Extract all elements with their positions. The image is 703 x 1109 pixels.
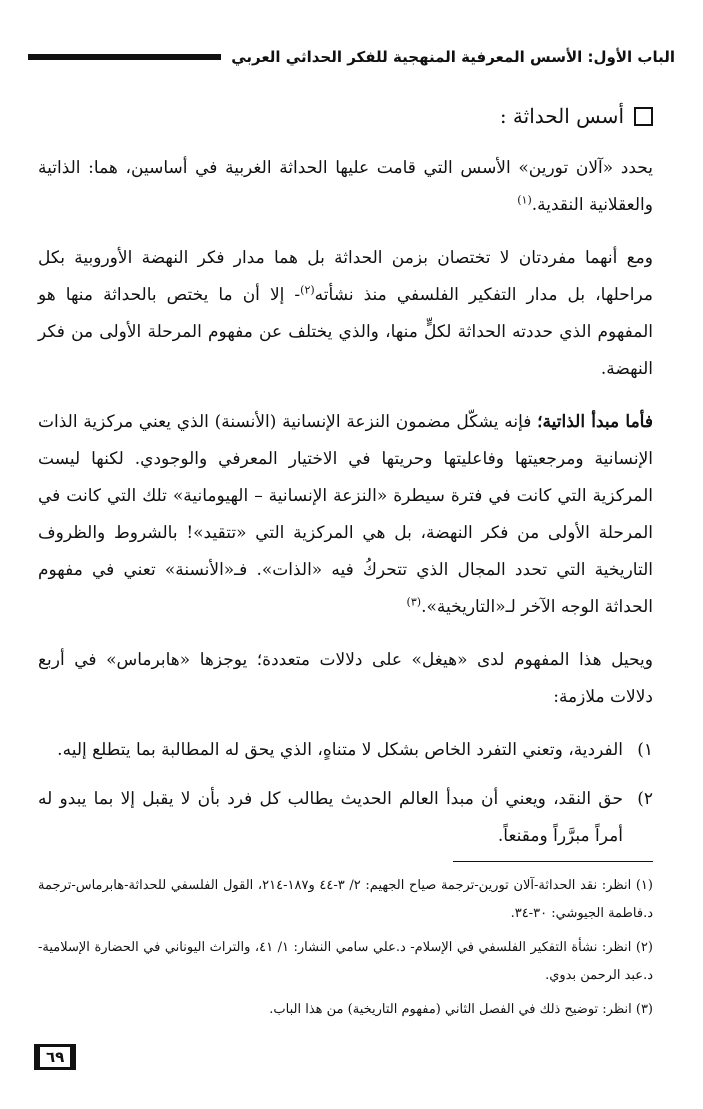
footnote-separator (453, 861, 653, 862)
paragraph-3-lead: فأما مبدأ الذاتية؛ (537, 412, 653, 432)
list-item (38, 781, 653, 855)
paragraph-1 (38, 150, 653, 224)
page-number (34, 1044, 76, 1070)
header-rule (28, 54, 221, 60)
list-item-text: الفردية، وتعني التفرد الخاص بشكل لا متناهٍ، الذي يحق له المطالبة بما يتطلع إليه. (57, 740, 623, 760)
paragraph-3 (38, 404, 653, 626)
paragraph-3-text: فإنه يشكّل مضمون النزعة الإنسانية (الأنسنة) الذي يعني مركزية الذات الإنسانية ومرجعيتها وفاعليتها وحريتها في الاختيار المعرفي والوجودي. لكنها ليست المركزية التي كانت في فترة سيطرة «النزعة الإنسانية – الهيومانية» تلك التي كانت في المرحلة الأولى من فكر النهضة، بل هي المركزية التي «تتقيد»! بالشروط والظروف التاريخية التي تحدد المجال الذي تتحركُ فيه «الذات». فـ«الأنسنة» تعني في مفهوم الحداثة الوجه الآخر لـ«التاريخية». (38, 412, 653, 617)
section-title: أسس الحداثة : (499, 104, 624, 128)
page-number-text: ٦٩ (40, 1044, 70, 1070)
running-header (28, 40, 675, 74)
footnotes (38, 872, 653, 1030)
list-item-number: ٢) (637, 789, 653, 809)
footnote-ref-1[interactable]: (١) (517, 193, 532, 207)
footnote-2: (٢) انظر: نشأة التفكير الفلسفي في الإسلام- د.علي سامي النشار: ١/ ٤١، والتراث اليوناني في الحضارة الإسلامية-د.عبد الرحمن بدوي. (38, 940, 653, 983)
running-header-title: الباب الأول: الأسس المعرفية المنهجية للفكر الحداثي العربي (231, 48, 675, 66)
page-number-bar-left (70, 1044, 76, 1070)
list-item-text: حق النقد، ويعني أن مبدأ العالم الحديث يطالب كل فرد بأن لا يقبل إلا بما يبدو له أمراً مبرَّراً ومقنعاً. (38, 789, 623, 846)
paragraph-4 (38, 642, 653, 716)
main-content (38, 104, 653, 867)
paragraph-2 (38, 240, 653, 388)
paragraph-1-text: يحدد «آلان تورين» الأسس التي قامت عليها الحداثة الغربية في أساسين، هما: الذاتية والعقلانية النقدية. (38, 158, 653, 215)
footnote-ref-3[interactable]: (٣) (406, 595, 422, 609)
list-item (38, 732, 653, 769)
footnote-ref-2[interactable]: (٢) (300, 283, 315, 297)
footnote-3: (٣) انظر: توضيح ذلك في الفصل الثاني (مفهوم التاريخية) من هذا الباب. (269, 1002, 653, 1017)
paragraph-2-text-after: - إلا أن ما يختص بالحداثة منها هو المفهوم الذي حددته الحداثة لكلٍّ منها، والذي يختلف عن مفهوم المرحلة الأولى من فكر النهضة. (38, 285, 653, 379)
page-number-bar-right (34, 1044, 40, 1070)
paragraph-4-text: ويحيل هذا المفهوم لدى «هيغل» على دلالات متعددة؛ يوجزها «هابرماس» في أربع دلالات ملازمة: (38, 650, 653, 707)
list-item-number: ١) (637, 740, 653, 760)
footnote-1: (١) انظر: نقد الحداثة-آلان تورين-ترجمة صياح الجهيم: ٢/ ٣-٤٤ و١٨٧-٢١٤، القول الفلسفي للحداثة-هابرماس-ترجمة د.فاطمة الجيوشي: ٣٠-٣٤. (38, 878, 653, 921)
paragraph-2-text-before: ومع أنهما مفردتان لا تختصان بزمن الحداثة بل هما مدار فكر النهضة الأوروبية بكل مراحلها، بل مدار التفكير الفلسفي منذ نشأته (38, 248, 654, 305)
section-heading (38, 104, 653, 128)
square-bullet-icon (634, 107, 653, 126)
